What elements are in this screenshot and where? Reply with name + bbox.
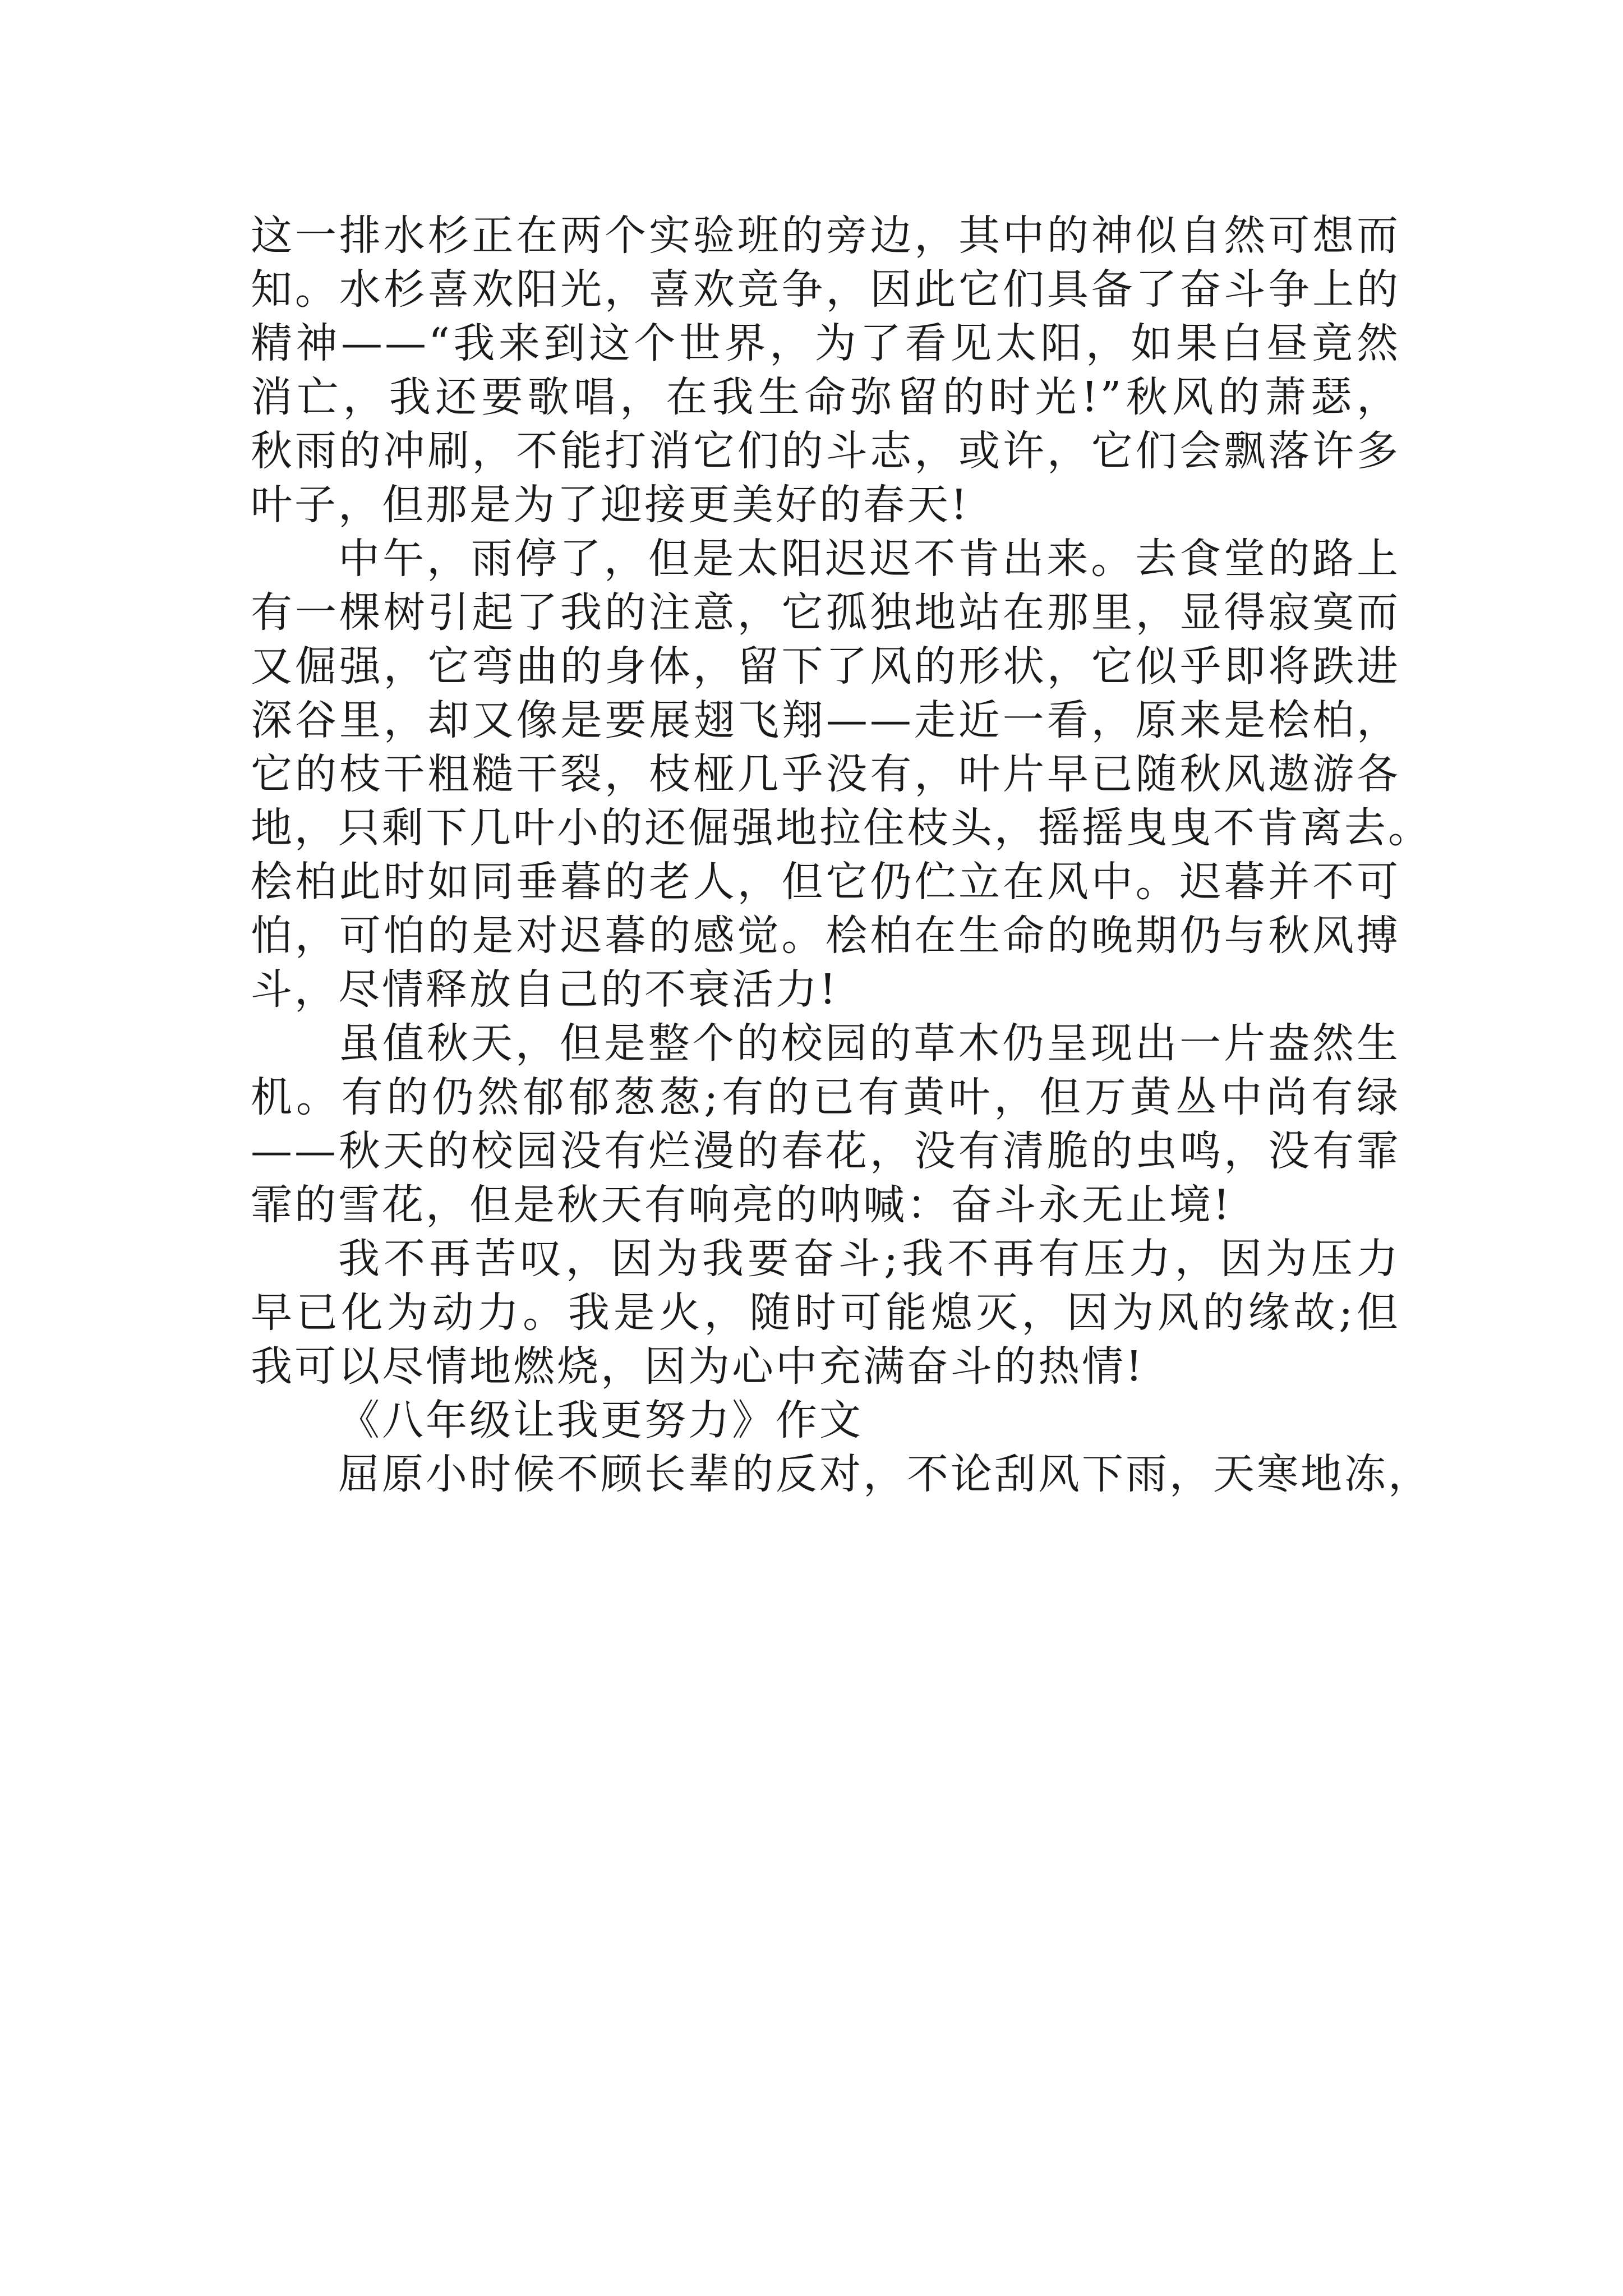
text-line: ——秋天的校园没有烂漫的春花，没有清脆的虫鸣，没有霏	[251, 1127, 1400, 1175]
text-line: 斗，尽情释放自己的不衰活力!	[251, 965, 838, 1014]
text-line: 地，只剩下几叶小的还倔强地拉住枝头，摇摇曳曳不肯离去。	[251, 804, 1432, 852]
text-line: 我可以尽情地燃烧，因为心中充满奋斗的热情!	[251, 1342, 1145, 1391]
text-line: 这一排水杉正在两个实验班的旁边，其中的神似自然可想而	[251, 211, 1400, 260]
text-line: 早已化为动力。我是火，随时可能熄灭，因为风的缘故;但	[251, 1289, 1400, 1337]
text-line: 我不再苦叹，因为我要奋斗;我不再有压力，因为压力	[338, 1235, 1400, 1283]
text-line: 霏的雪花，但是秋天有响亮的呐喊：奋斗永无止境!	[251, 1181, 1232, 1229]
document-body	[251, 209, 1432, 1501]
text-line: 它的枝干粗糙干裂，枝桠几乎没有，叶片早已随秋风遨游各	[251, 750, 1400, 798]
text-line: 《八年级让我更努力》作文	[338, 1396, 863, 1444]
text-line: 桧柏此时如同垂暮的老人，但它仍伫立在风中。迟暮并不可	[251, 858, 1400, 906]
text-line: 又倔强，它弯曲的身体，留下了风的形状，它似乎即将跌进	[251, 642, 1400, 691]
text-line: 中午，雨停了，但是太阳迟迟不肯出来。去食堂的路上	[338, 535, 1400, 583]
text-line: 虽值秋天，但是整个的校园的草木仍呈现出一片盎然生	[338, 1019, 1400, 1068]
text-line: 知。水杉喜欢阳光，喜欢竞争，因此它们具备了奋斗争上的	[251, 265, 1400, 314]
text-line: 有一棵树引起了我的注意，它孤独地站在那里，显得寂寞而	[251, 588, 1400, 637]
text-line: 消亡，我还要歌唱，在我生命弥留的时光!”秋风的萧瑟，	[251, 373, 1400, 421]
text-line: 精神——“我来到这个世界，为了看见太阳，如果白昼竟然	[251, 319, 1400, 367]
text-line: 叶子，但那是为了迎接更美好的春天!	[251, 481, 970, 529]
text-line: 秋雨的冲刷，不能打消它们的斗志，或许，它们会飘落许多	[251, 427, 1400, 475]
text-line: 屈原小时候不顾长辈的反对，不论刮风下雨，天寒地冻，	[338, 1450, 1432, 1498]
text-line: 怕，可怕的是对迟暮的感觉。桧柏在生命的晚期仍与秋风搏	[251, 912, 1400, 960]
text-line: 深谷里，却又像是要展翅飞翔——走近一看，原来是桧柏，	[251, 696, 1400, 744]
text-line: 机。有的仍然郁郁葱葱;有的已有黄叶，但万黄丛中尚有绿	[251, 1073, 1400, 1121]
